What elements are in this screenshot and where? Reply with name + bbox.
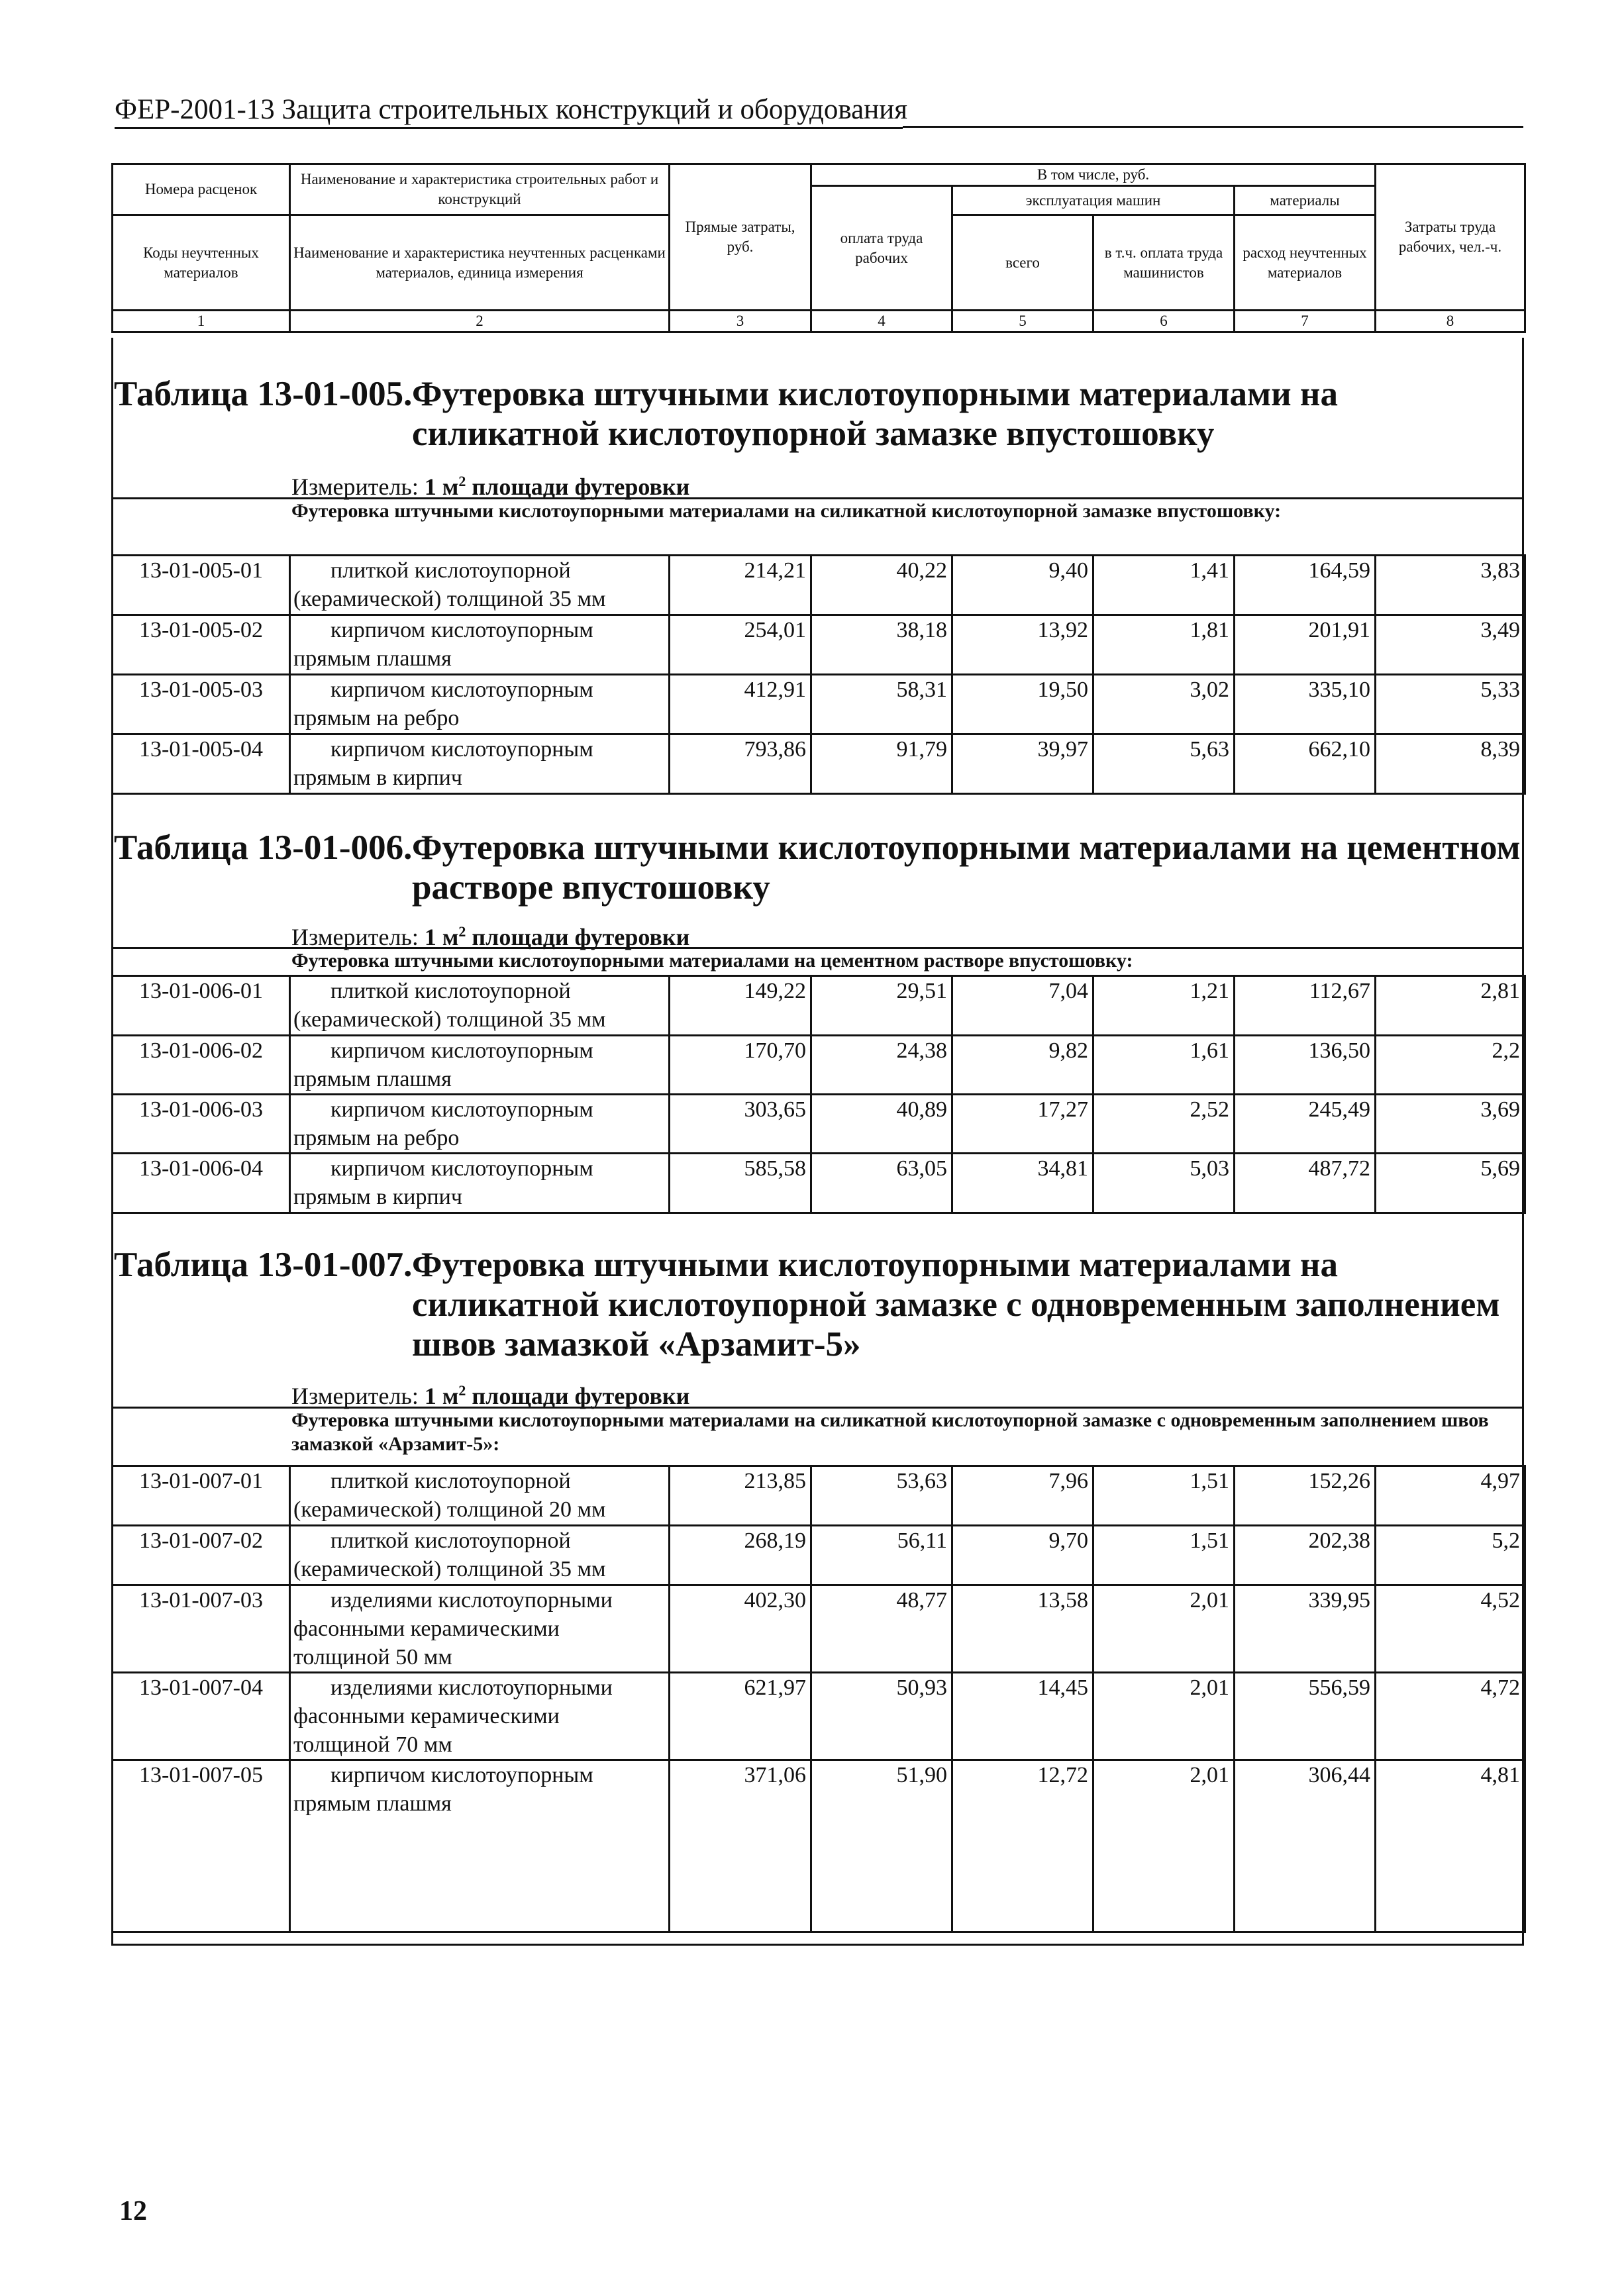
rate-name: кирпичом кислотоупорным прямым на ребро	[290, 1095, 670, 1154]
in-total-header: В том числе, руб.	[811, 164, 1376, 186]
machines-total: 13,92	[952, 615, 1093, 675]
table-section-005	[111, 374, 1524, 798]
col-number: 4	[811, 311, 952, 332]
rate-name: плиткой кислотоупорной (керамической) толщиной 20 мм	[290, 1466, 670, 1526]
table-row	[113, 1154, 1525, 1213]
col4-header: оплата труда рабочих	[811, 186, 952, 311]
table-title-text: Футеровка штучными кислотоупорными материалами на силикатной кислотоупорной замазке с одновременным заполнением швов замазкой «Арзамит-5»	[412, 1246, 1500, 1364]
materials-cost: 164,59	[1235, 556, 1376, 615]
rate-code: 13-01-006-04	[113, 1154, 290, 1213]
direct-cost: 268,19	[670, 1526, 811, 1585]
labor-pay: 40,89	[811, 1095, 952, 1154]
machinists-pay: 5,03	[1093, 1154, 1235, 1213]
unit-sup: 2	[458, 923, 466, 940]
table-row	[113, 734, 1525, 794]
materials-cost: 339,95	[1235, 1585, 1376, 1673]
labor-hours: 5,33	[1376, 675, 1525, 734]
rate-code: 13-01-005-04	[113, 734, 290, 794]
machinists-pay: 1,61	[1093, 1036, 1235, 1095]
machines-header: эксплуатация машин	[952, 186, 1235, 215]
rate-name: кирпичом кислотоупорным прямым на ребро	[290, 675, 670, 734]
group-header: Футеровка штучными кислотоупорными материалами на силикатной кислотоупорной замазке впустошовку:	[111, 497, 1524, 523]
materials-cost: 306,44	[1235, 1760, 1376, 1932]
table-row	[113, 1585, 1525, 1673]
materials-cost: 136,50	[1235, 1036, 1376, 1095]
col3-header: Прямые затраты, руб.	[670, 164, 811, 311]
direct-cost: 621,97	[670, 1673, 811, 1760]
col2-header-top: Наименование и характеристика строительных работ и конструкций	[290, 164, 670, 215]
col2-header-bottom: Наименование и характеристика неучтенных расценками материалов, единица измерения	[290, 215, 670, 311]
rate-name: кирпичом кислотоупорным прямым плашмя	[290, 615, 670, 675]
rates-table	[111, 975, 1526, 1214]
machines-total: 34,81	[952, 1154, 1093, 1213]
table-row	[113, 556, 1525, 615]
labor-pay: 58,31	[811, 675, 952, 734]
direct-cost: 213,85	[670, 1466, 811, 1526]
col-number: 1	[113, 311, 290, 332]
col-number: 8	[1376, 311, 1525, 332]
table-section-007	[111, 1245, 1524, 1940]
labor-hours: 2,2	[1376, 1036, 1525, 1095]
col1-header-top: Номера расценок	[113, 164, 290, 215]
labor-hours: 3,49	[1376, 615, 1525, 675]
table-row	[113, 675, 1525, 734]
machinists-pay: 1,21	[1093, 976, 1235, 1036]
rate-code: 13-01-007-03	[113, 1585, 290, 1673]
table-row	[113, 1095, 1525, 1154]
rate-code: 13-01-006-01	[113, 976, 290, 1036]
table-section-006	[111, 828, 1524, 1225]
rate-code: 13-01-007-02	[113, 1526, 290, 1585]
rate-name: плиткой кислотоупорной (керамической) толщиной 35 мм	[290, 1526, 670, 1585]
rates-table	[111, 554, 1526, 795]
machines-total: 7,96	[952, 1466, 1093, 1526]
rate-name: кирпичом кислотоупорным прямым в кирпич	[290, 734, 670, 794]
unit-tail: площади футеровки	[472, 1383, 690, 1409]
labor-hours: 4,52	[1376, 1585, 1525, 1673]
col-number: 2	[290, 311, 670, 332]
machines-total: 9,70	[952, 1526, 1093, 1585]
machines-total: 12,72	[952, 1760, 1093, 1932]
machines-total: 9,40	[952, 556, 1093, 615]
direct-cost: 149,22	[670, 976, 811, 1036]
col-number: 5	[952, 311, 1093, 332]
machines-total: 19,50	[952, 675, 1093, 734]
group-header: Футеровка штучными кислотоупорными материалами на силикатной кислотоупорной замазке с одновременным заполнением швов замазкой «Арзамит-5»:	[111, 1407, 1524, 1456]
table-title	[114, 828, 1524, 907]
col6-header: в т.ч. оплата труда машинистов	[1093, 215, 1235, 311]
machines-total: 14,45	[952, 1673, 1093, 1760]
machines-total: 7,04	[952, 976, 1093, 1036]
rate-name: кирпичом кислотоупорным прямым плашмя	[290, 1036, 670, 1095]
labor-pay: 50,93	[811, 1673, 952, 1760]
col7-header: расход неучтенных материалов	[1235, 215, 1376, 311]
col-number: 7	[1235, 311, 1376, 332]
rate-name: изделиями кислотоупорными фасонными керамическими толщиной 70 мм	[290, 1673, 670, 1760]
machinists-pay: 1,51	[1093, 1526, 1235, 1585]
materials-cost: 152,26	[1235, 1466, 1376, 1526]
table-title-text: Футеровка штучными кислотоупорными материалами на силикатной кислотоупорной замазке впустошовку	[412, 375, 1338, 453]
direct-cost: 254,01	[670, 615, 811, 675]
direct-cost: 371,06	[670, 1760, 811, 1932]
table-title-lead: Таблица 13-01-007.	[114, 1246, 413, 1284]
table-row	[113, 976, 1525, 1036]
unit-sup: 2	[458, 1382, 466, 1399]
unit-tail: площади футеровки	[472, 924, 690, 950]
rate-name: кирпичом кислотоупорным прямым плашмя	[290, 1760, 670, 1932]
rate-name: кирпичом кислотоупорным прямым в кирпич	[290, 1154, 670, 1213]
table-row	[113, 1466, 1525, 1526]
group-header: Футеровка штучными кислотоупорными материалами на цементном растворе впустошовку:	[111, 947, 1524, 973]
materials-header: материалы	[1235, 186, 1376, 215]
unit-sup: 2	[458, 473, 466, 489]
direct-cost: 214,21	[670, 556, 811, 615]
unit-line	[291, 919, 689, 950]
materials-cost: 201,91	[1235, 615, 1376, 675]
labor-pay: 48,77	[811, 1585, 952, 1673]
direct-cost: 303,65	[670, 1095, 811, 1154]
table-row	[113, 1036, 1525, 1095]
labor-hours: 4,72	[1376, 1673, 1525, 1760]
title-rule	[903, 126, 1523, 128]
machinists-pay: 1,51	[1093, 1466, 1235, 1526]
direct-cost: 412,91	[670, 675, 811, 734]
labor-hours: 5,69	[1376, 1154, 1525, 1213]
unit-value: 1 м	[424, 1383, 459, 1409]
labor-pay: 56,11	[811, 1526, 952, 1585]
labor-hours: 3,83	[1376, 556, 1525, 615]
table-row	[113, 615, 1525, 675]
rate-code: 13-01-005-02	[113, 615, 290, 675]
rate-code: 13-01-006-03	[113, 1095, 290, 1154]
labor-hours: 4,97	[1376, 1466, 1525, 1526]
table-title-lead: Таблица 13-01-005.	[114, 375, 413, 413]
col-number: 3	[670, 311, 811, 332]
machinists-pay: 3,02	[1093, 675, 1235, 734]
direct-cost: 402,30	[670, 1585, 811, 1673]
table-row	[113, 1760, 1525, 1932]
unit-line	[291, 468, 689, 500]
rate-name: плиткой кислотоупорной (керамической) толщиной 35 мм	[290, 556, 670, 615]
table-title	[114, 374, 1524, 454]
machinists-pay: 2,01	[1093, 1760, 1235, 1932]
rate-code: 13-01-007-04	[113, 1673, 290, 1760]
machines-total: 17,27	[952, 1095, 1093, 1154]
col5-header: всего	[952, 215, 1093, 311]
labor-pay: 91,79	[811, 734, 952, 794]
labor-pay: 24,38	[811, 1036, 952, 1095]
unit-tail: площади футеровки	[472, 473, 690, 500]
unit-value: 1 м	[424, 924, 459, 950]
labor-pay: 38,18	[811, 615, 952, 675]
labor-pay: 40,22	[811, 556, 952, 615]
materials-cost: 112,67	[1235, 976, 1376, 1036]
page-number: 12	[119, 2196, 147, 2226]
machinists-pay: 1,81	[1093, 615, 1235, 675]
machinists-pay: 1,41	[1093, 556, 1235, 615]
rate-code: 13-01-006-02	[113, 1036, 290, 1095]
machinists-pay: 2,52	[1093, 1095, 1235, 1154]
direct-cost: 793,86	[670, 734, 811, 794]
rate-code: 13-01-005-03	[113, 675, 290, 734]
unit-value: 1 м	[424, 473, 459, 500]
rate-code: 13-01-005-01	[113, 556, 290, 615]
materials-cost: 245,49	[1235, 1095, 1376, 1154]
machinists-pay: 5,63	[1093, 734, 1235, 794]
labor-hours: 5,2	[1376, 1526, 1525, 1585]
machinists-pay: 2,01	[1093, 1673, 1235, 1760]
materials-cost: 335,10	[1235, 675, 1376, 734]
rate-code: 13-01-007-01	[113, 1466, 290, 1526]
unit-line	[291, 1377, 689, 1409]
machines-total: 9,82	[952, 1036, 1093, 1095]
col1-header-bottom: Коды неучтенных материалов	[113, 215, 290, 311]
table-row	[113, 1526, 1525, 1585]
materials-cost: 202,38	[1235, 1526, 1376, 1585]
labor-pay: 29,51	[811, 976, 952, 1036]
table-row	[113, 1673, 1525, 1760]
rate-name: изделиями кислотоупорными фасонными керамическими толщиной 50 мм	[290, 1585, 670, 1673]
labor-hours: 8,39	[1376, 734, 1525, 794]
labor-hours: 2,81	[1376, 976, 1525, 1036]
unit-label: Измеритель:	[291, 473, 419, 500]
rate-code: 13-01-007-05	[113, 1760, 290, 1932]
labor-hours: 3,69	[1376, 1095, 1525, 1154]
col-number: 6	[1093, 311, 1235, 332]
table-title	[114, 1245, 1524, 1364]
column-header-table	[111, 163, 1526, 333]
rates-table	[111, 1465, 1526, 1933]
machines-total: 13,58	[952, 1585, 1093, 1673]
table-title-lead: Таблица 13-01-006.	[114, 828, 413, 867]
materials-cost: 487,72	[1235, 1154, 1376, 1213]
labor-pay: 51,90	[811, 1760, 952, 1932]
col8-header: Затраты труда рабочих, чел.-ч.	[1376, 164, 1525, 311]
unit-label: Измеритель:	[291, 1383, 419, 1409]
rate-name: плиткой кислотоупорной (керамической) толщиной 35 мм	[290, 976, 670, 1036]
table-title-text: Футеровка штучными кислотоупорными материалами на цементном растворе впустошовку	[412, 828, 1521, 907]
direct-cost: 170,70	[670, 1036, 811, 1095]
machines-total: 39,97	[952, 734, 1093, 794]
materials-cost: 556,59	[1235, 1673, 1376, 1760]
page-title: ФЕР-2001-13 Защита строительных конструкций и оборудования	[115, 93, 903, 129]
machinists-pay: 2,01	[1093, 1585, 1235, 1673]
unit-label: Измеритель:	[291, 924, 419, 950]
materials-cost: 662,10	[1235, 734, 1376, 794]
labor-hours: 4,81	[1376, 1760, 1525, 1932]
labor-pay: 63,05	[811, 1154, 952, 1213]
direct-cost: 585,58	[670, 1154, 811, 1213]
labor-pay: 53,63	[811, 1466, 952, 1526]
